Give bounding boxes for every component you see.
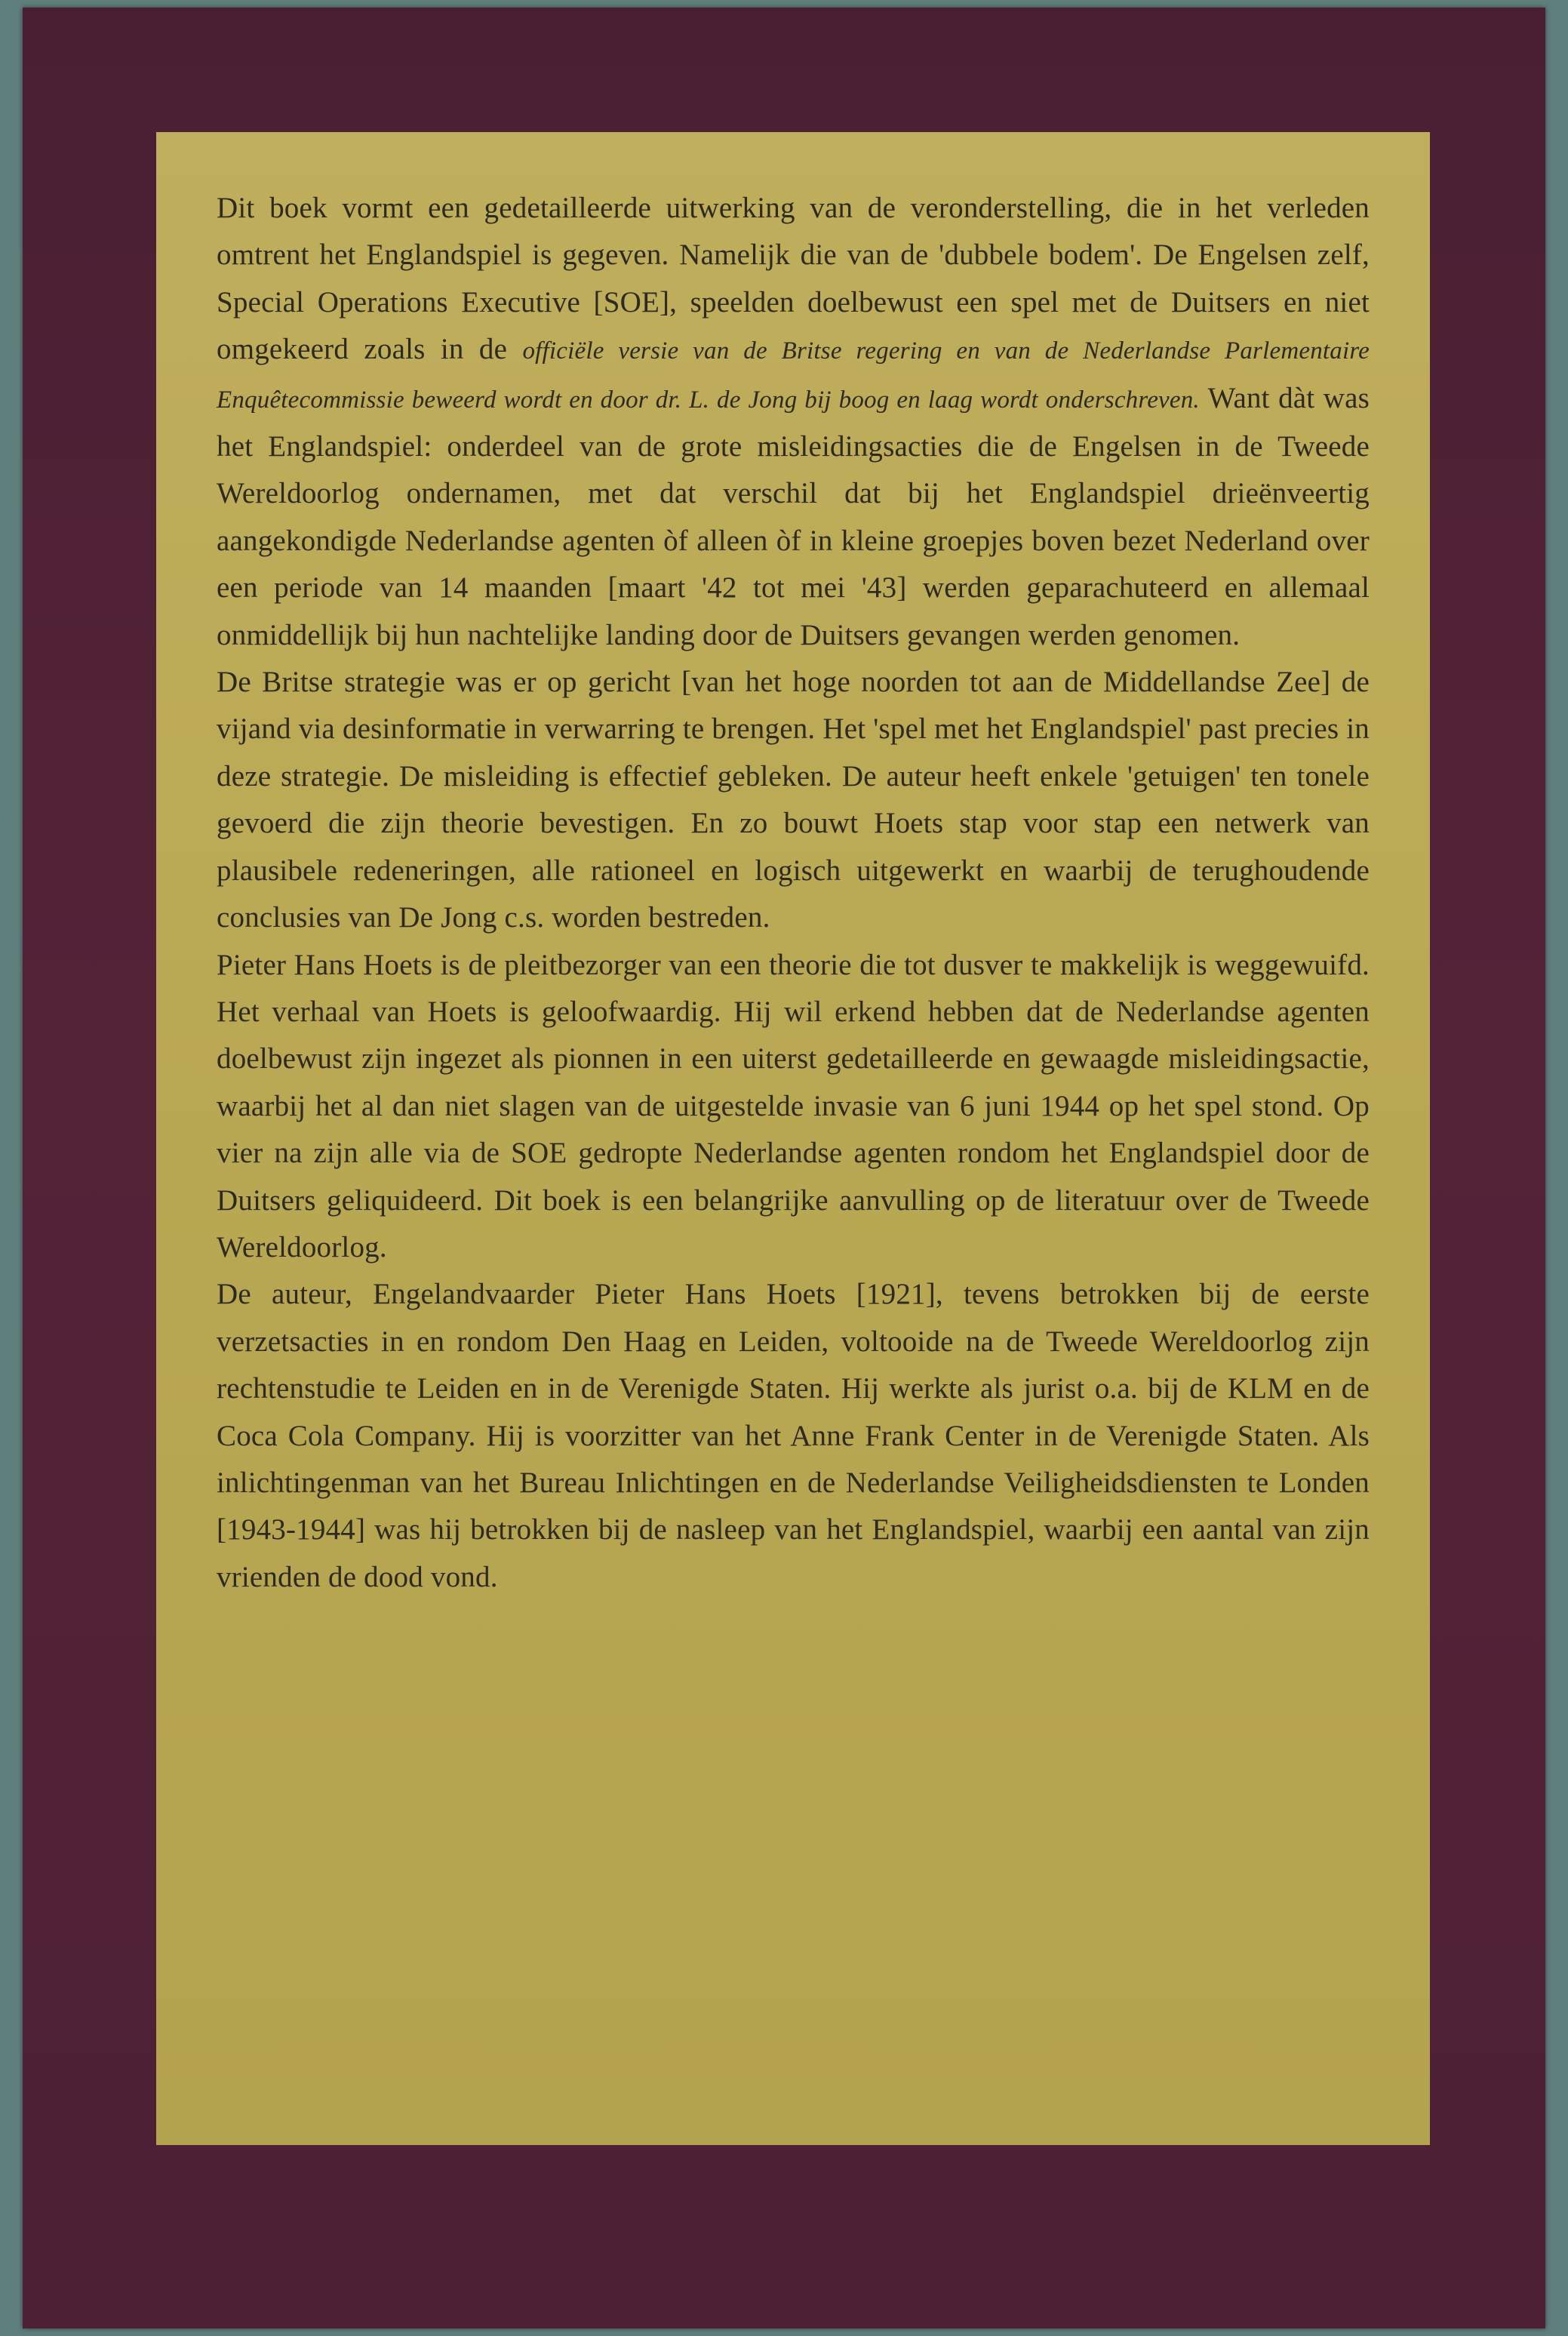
blurb-panel: [156, 132, 1430, 2145]
blurb-paragraph-1: [217, 185, 1370, 659]
blurb-paragraph-2: De Britse strategie was er op gericht [van het hoge noorden tot aan de Middellandse Zee] de vijand via desinformatie in verwarring te brengen. Het 'spel met het Englandspiel' past precies in deze strategie. De misleiding is effectief gebleken. De auteur heeft enkele 'getuigen' ten tonele gevoerd die zijn theorie bevestigen. En zo bouwt Hoets stap voor stap een netwerk van plausibele redeneringen, alle rationeel en logisch uitgewerkt en waarbij de terughoudende conclusies van De Jong c.s. worden bestreden.: [217, 666, 1370, 934]
blurb-paragraph-1-text-end: Want dàt was het Englandspiel: onderdeel van de grote misleidingsacties die de Engelsen in de Tweede Wereldoorlog ondernamen, met dat verschil dat bij het Englandspiel drieënveertig aangekondigde Nederlandse agenten òf alleen òf in kleine groepjes boven bezet Nederland over een periode van 14 maanden [maart '42 tot mei '43] werden geparachuteerd en allemaal onmiddellijk bij hun nachtelijke landing door de Duitsers gevangen werden genomen.: [217, 381, 1370, 651]
blurb-paragraph-1-italic: officiële versie van de Britse regering en van de Nederlandse Parlementaire Enquêtecommissie beweerd wordt en door dr. L. de Jong bij boog en laag wordt onderschreven.: [217, 337, 1370, 414]
book-back-cover: [23, 8, 1545, 2328]
blurb-paragraph-1-text: Dit boek vormt een gedetailleerde uitwerking van de veronderstelling, die in het verleden omtrent het Englandspiel is gegeven. Namelijk die van de 'dubbele bodem'. De Engelsen zelf, Special Operations Executive [SOE], speelden doelbewust een spel met de Duitsers en niet omgekeerd zoals in de: [217, 192, 1370, 366]
blurb-paragraph-3: Pieter Hans Hoets is de pleitbezorger van een theorie die tot dusver te makkelijk is weggewuifd. Het verhaal van Hoets is geloofwaardig. Hij wil erkend hebben dat de Nederlandse agenten doelbewust zijn ingezet als pionnen in een uiterst gedetailleerde en gewaagde misleidingsactie, waarbij het al dan niet slagen van de uitgestelde invasie van 6 juni 1944 op het spel stond. Op vier na zijn alle via de SOE gedropte Nederlandse agenten rondom het Englandspiel door de Duitsers geliquideerd. Dit boek is een belangrijke aanvulling op de literatuur over de Tweede Wereldoorlog.: [217, 948, 1370, 1263]
author-bio-paragraph: De auteur, Engelandvaarder Pieter Hans Hoets [1921], tevens betrokken bij de eerste verzetsacties in en rondom Den Haag en Leiden, voltooide na de Tweede Wereldoorlog zijn rechtenstudie te Leiden en in de Verenigde Staten. Hij werkte als jurist o.a. bij de KLM en de Coca Cola Company. Hij is voorzitter van het Anne Frank Center in de Verenigde Staten. Als inlichtingenman van het Bureau Inlichtingen en de Nederlandse Veiligheidsdiensten te Londen [1943-1944] was hij betrokken bij de nasleep van het Englandspiel, waarbij een aantal van zijn vrienden de dood vond.: [217, 1278, 1370, 1593]
